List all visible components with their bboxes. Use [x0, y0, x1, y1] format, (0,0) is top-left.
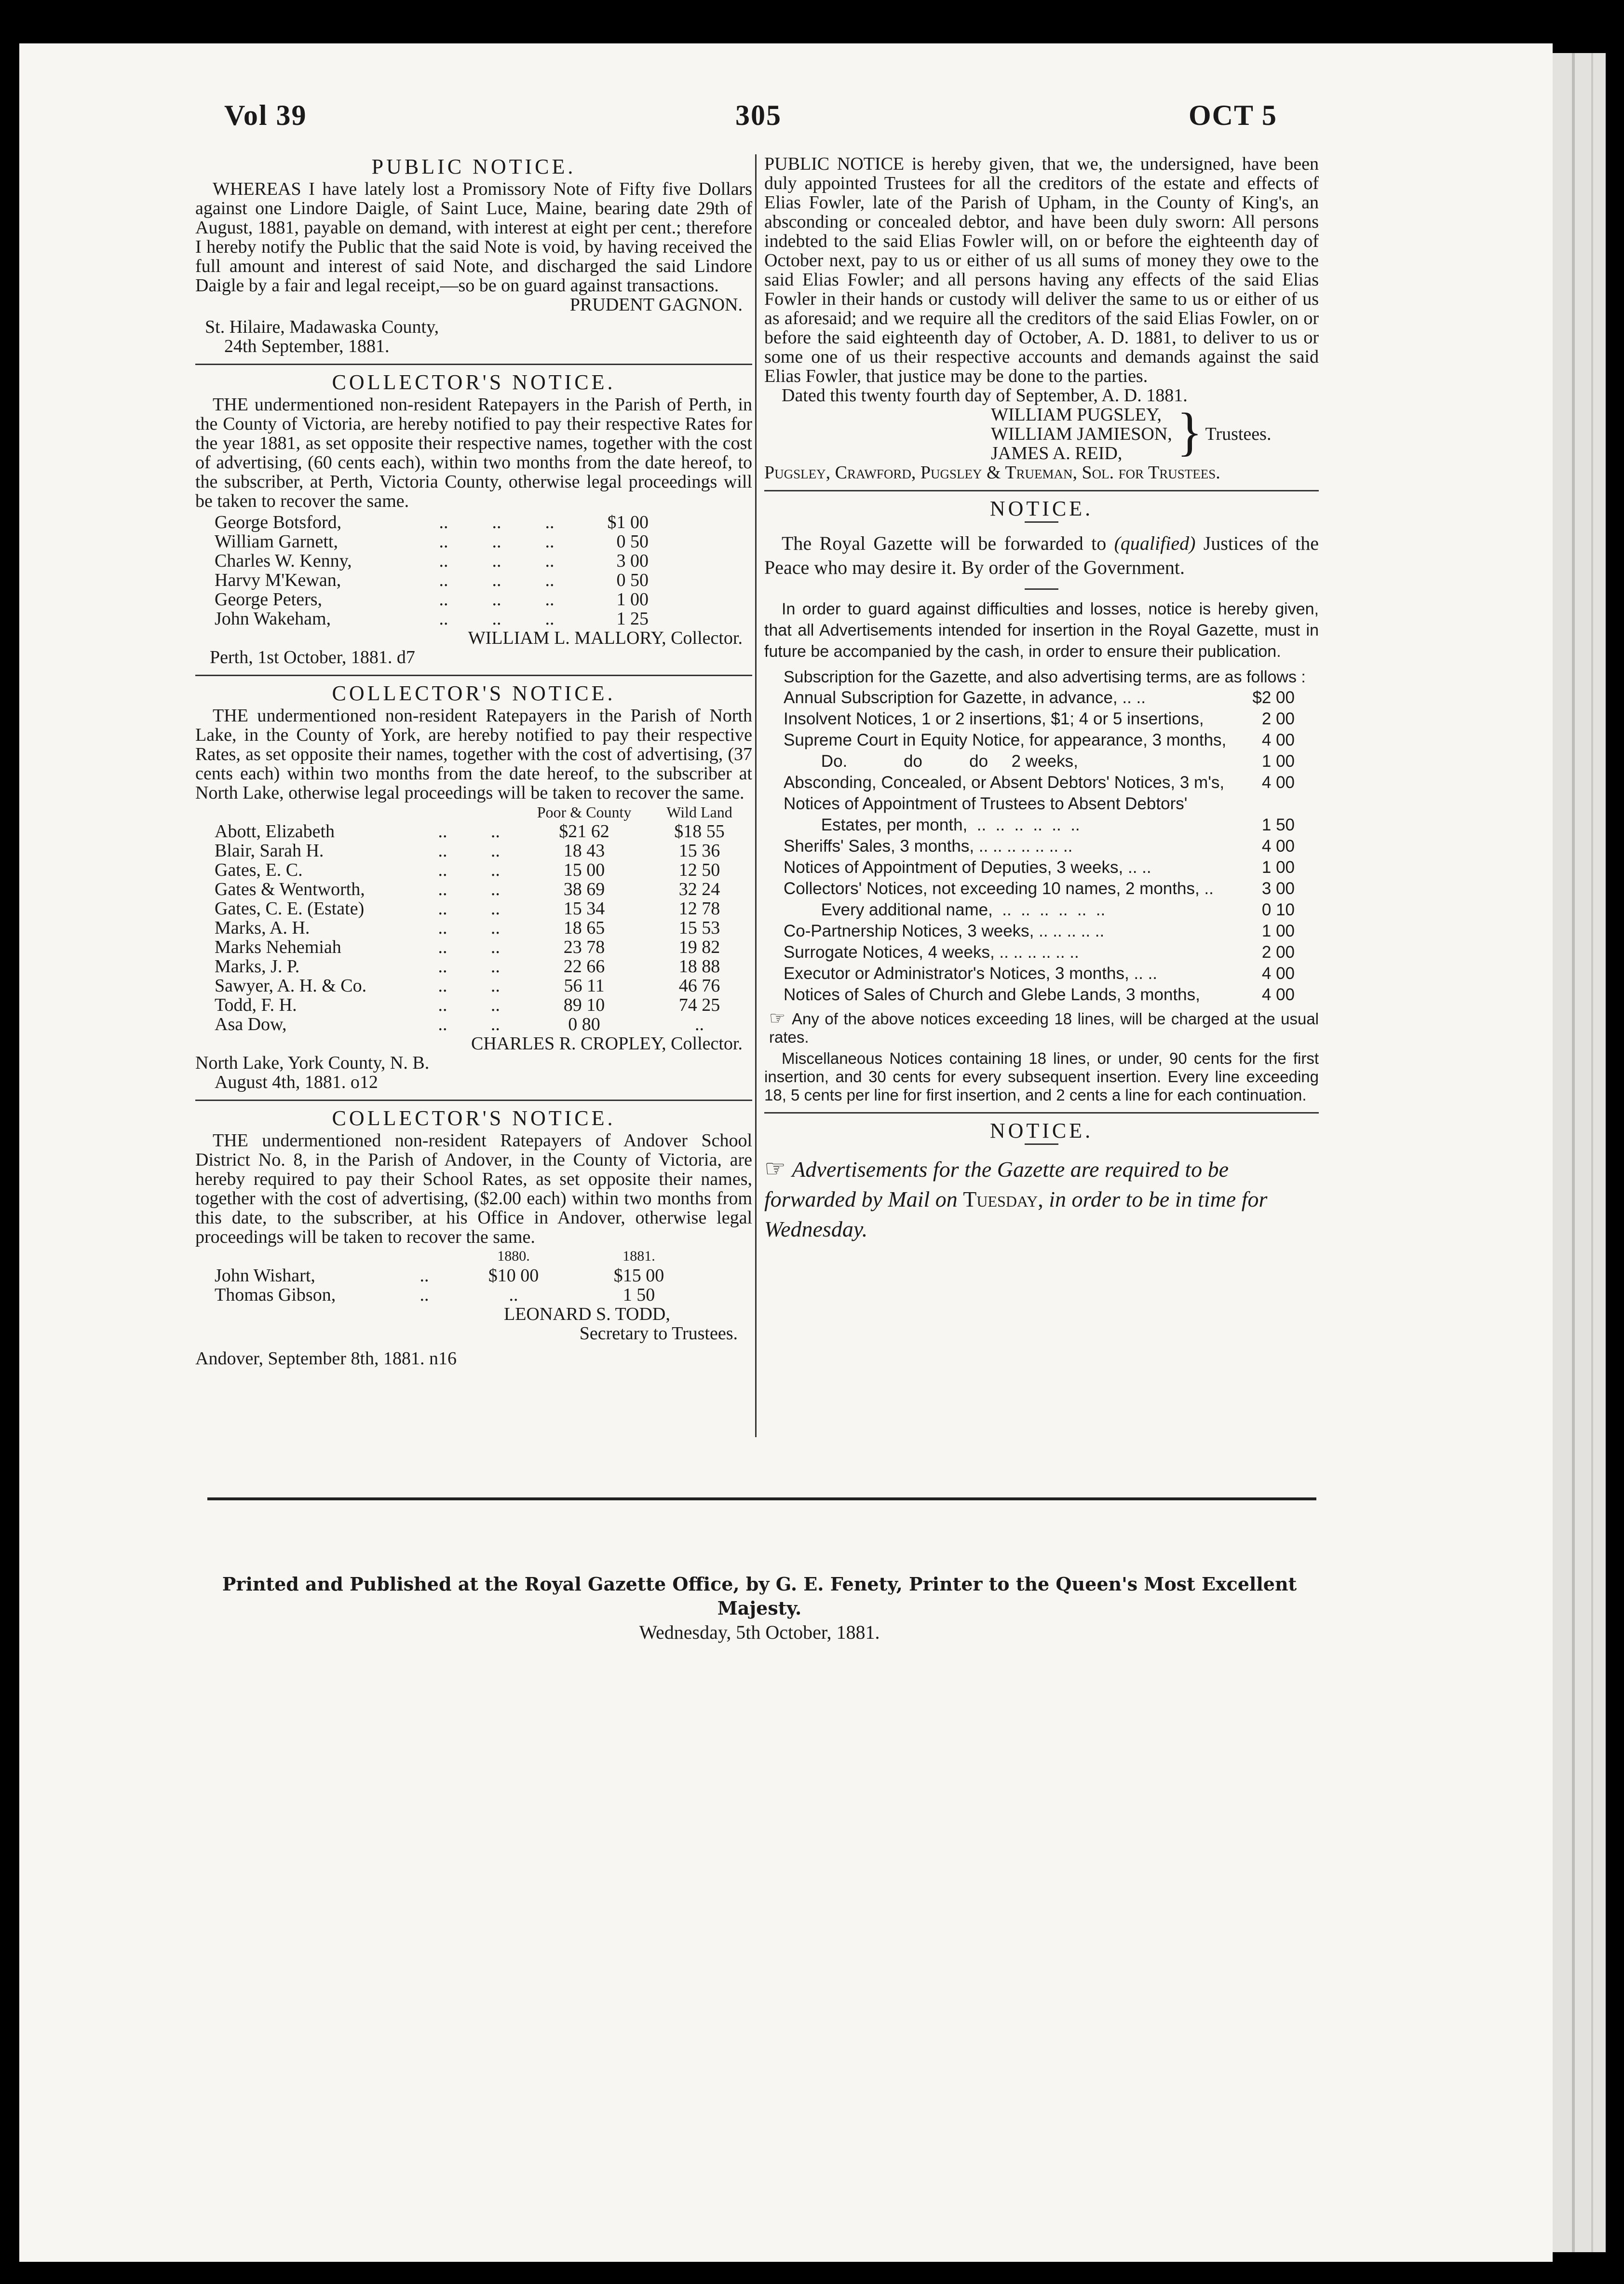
- gazette-notice: [764, 499, 1319, 1104]
- table-row: Co-Partnership Notices, 3 weeks, .. .. .. .. .. 1 00: [784, 922, 1295, 940]
- page-edge: [1553, 53, 1606, 2252]
- divider: [195, 364, 752, 365]
- pointing-hand-icon: ☞: [769, 1008, 792, 1029]
- notice-signer: LEONARD S. TODD,: [504, 1304, 670, 1324]
- table-row: Every additional name, .. .. .. .. .. .. 0 10: [784, 900, 1295, 919]
- table-row: John Wakeham, .. .. .. 1 25: [215, 609, 649, 629]
- notice-title: NOTICE.: [989, 497, 1094, 520]
- table-row: Marks, A. H. .. .. 18 65 15 53: [215, 918, 720, 938]
- table-row: John Wishart, .. $10 00 $15 00: [215, 1265, 664, 1286]
- notice-dateline: Perth, 1st October, 1881. d7: [210, 647, 415, 667]
- table-row: Gates & Wentworth, .. .. 38 69 32 24: [215, 879, 720, 899]
- table-header: Poor & County Wild Land: [537, 803, 732, 821]
- table-row: Thomas Gibson, .. .. 1 50: [215, 1285, 655, 1305]
- table-row: Gates, C. E. (Estate) .. .. 15 34 12 78: [215, 898, 720, 919]
- trustee-signatures: [764, 402, 1319, 463]
- page-number: 305: [735, 99, 782, 131]
- table-row: Sawyer, A. H. & Co. .. .. 56 11 46 76: [215, 976, 720, 996]
- trustees-label: Trustees.: [1205, 424, 1272, 444]
- table-row: Marks, J. P. .. .. 22 66 18 88: [215, 956, 720, 977]
- misc-notice: Miscellaneous Notices containing 18 lines, or under, 90 cents for the first insertion, and 30 cents for every subsequent insertion. Every line exceeding 18, 5 cents per line for first insertion, and 2 cents a line for each continuation.: [764, 1049, 1319, 1104]
- table-row: Marks Nehemiah .. .. 23 78 19 82: [215, 937, 720, 957]
- public-notice-gagnon: [195, 157, 752, 356]
- table-row: George Peters, .. .. .. 1 00: [215, 589, 649, 610]
- advertisement-deadline-notice: [764, 1121, 1319, 1244]
- table-row: Annual Subscription for Gazette, in advance, .. .. $2 00: [784, 688, 1295, 707]
- ratepayer-table: [215, 1247, 702, 1305]
- divider: [195, 675, 752, 676]
- pointing-hand-icon: ☞: [764, 1155, 792, 1182]
- table-row: Sheriffs' Sales, 3 months, .. .. .. .. .. .. .. 4 00: [784, 837, 1295, 856]
- ratepayer-table: [195, 513, 649, 628]
- justices-notice: The Royal Gazette will be forwarded to (qualified) Justices of the Peace who may desire it. By order of the Government.: [764, 532, 1319, 578]
- brace-icon: }: [1177, 402, 1203, 461]
- notice-body: WHEREAS I have lately lost a Promissory Note of Fifty five Dollars against one Lindore Daigle, of Saint Luce, Maine, bearing date 29th of August, 1881, payable on demand, with interest at eight per cent.; therefore I hereby notify the Public that the said Note is void, by having received the full amount and interest of said Note, and discharged the said Lindore Daigle by a fair and legal receipt,—so be on guard against transactions.: [195, 179, 752, 296]
- table-row: Executor or Administrator's Notices, 3 months, .. .. 4 00: [784, 964, 1295, 983]
- solicitor-line: Pugsley, Crawford, Pugsley & Trueman, Sol. for Trustees.: [764, 462, 1220, 483]
- table-row: William Garnett, .. .. .. 0 50: [215, 531, 649, 552]
- page-edge-line: [1591, 53, 1593, 2252]
- notice-role: Secretary to Trustees.: [579, 1323, 738, 1344]
- fee-table: [784, 687, 1295, 1006]
- table-row: Estates, per month, .. .. .. .. .. .. 1 50: [784, 816, 1295, 834]
- table-row: Absconding, Concealed, or Absent Debtors' Notices, 3 m's, 4 00: [784, 773, 1295, 792]
- notice-date: 24th September, 1881.: [224, 336, 390, 356]
- collectors-notice-north-lake: [195, 681, 752, 1092]
- table-row: Collectors' Notices, not exceeding 10 names, 2 months, .. 3 00: [784, 879, 1295, 898]
- notice-signer: PRUDENT GAGNON.: [569, 295, 743, 315]
- table-row: Abott, Elizabeth .. .. $21 62 $18 55: [215, 821, 725, 842]
- divider: [195, 1100, 752, 1101]
- table-row: Charles W. Kenny, .. .. .. 3 00: [215, 551, 649, 571]
- table-row: Asa Dow, .. .. 0 80 ..: [215, 1014, 704, 1034]
- ratepayer-table: [195, 802, 752, 1034]
- excess-note: ☞ Any of the above notices exceeding 18 lines, will be charged at the usual rates.: [769, 1008, 1319, 1046]
- notice-body: THE undermentioned non-resident Ratepayers in the Parish of North Lake, in the County of York, are hereby notified to pay their respective Rates, as set opposite their names, together with the cost of advertising, (37 cents each) within two months from the date hereof, to the subscriber at North Lake, otherwise legal proceedings will be taken to recover the same.: [195, 706, 752, 803]
- table-row: Supreme Court in Equity Notice, for appearance, 3 months, 4 00: [784, 731, 1295, 749]
- public-notice-fowler-trustees: [764, 154, 1319, 482]
- divider: [764, 490, 1319, 491]
- notice-title: COLLECTOR'S NOTICE.: [332, 1106, 616, 1130]
- page-edge-line: [1572, 53, 1575, 2252]
- trustee-name: JAMES A. REID,: [991, 443, 1123, 463]
- notice-dated: Dated this twenty fourth day of September, A. D. 1881.: [782, 385, 1188, 406]
- table-row: George Botsford, .. .. .. $1 00: [215, 512, 649, 532]
- collectors-notice-perth: [195, 370, 752, 667]
- deadline-text: ☞ Advertisements for the Gazette are required to be forwarded by Mail on Tuesday, in order to be in time for Wednesday.: [764, 1155, 1268, 1241]
- table-row: Gates, E. C. .. .. 15 00 12 50: [215, 860, 720, 880]
- short-rule: [1025, 588, 1058, 590]
- table-row: Harvy M'Kewan, .. .. .. 0 50: [215, 570, 649, 590]
- notice-place: North Lake, York County, N. B.: [195, 1053, 430, 1073]
- notice-signer: CHARLES R. CROPLEY, Collector.: [471, 1033, 743, 1054]
- imprint: [193, 1572, 1326, 1645]
- notice-title: PUBLIC NOTICE.: [371, 155, 576, 178]
- table-row: Notices of Appointment of Trustees to Absent Debtors': [784, 794, 1188, 813]
- subscription-intro: Subscription for the Gazette, and also advertising terms, are as follows :: [784, 668, 1306, 686]
- issue-date: OCT 5: [1189, 99, 1277, 131]
- footer-rule: [207, 1497, 1316, 1500]
- notice-signer: WILLIAM L. MALLORY, Collector.: [468, 628, 743, 648]
- notice-date: August 4th, 1881. o12: [215, 1072, 378, 1092]
- notice-dateline: Andover, September 8th, 1881. n16: [195, 1348, 457, 1369]
- table-row: Do. do do 2 weeks, 1 00: [784, 752, 1295, 771]
- collectors-notice-andover: [195, 1106, 752, 1369]
- table-row: Surrogate Notices, 4 weeks, .. .. .. .. .. .. 2 00: [784, 943, 1295, 962]
- notice-body: THE undermentioned non-resident Ratepayers in the Parish of Perth, in the County of Victoria, are hereby notified to pay their respective Rates for the year 1881, as set opposite their respective names, together with the cost of advertising, (60 cents each), within two months from the date hereof, to the subscriber, at Perth, Victoria County, otherwise legal proceedings will be taken to recover the same.: [195, 394, 752, 511]
- short-rule: [1025, 521, 1058, 523]
- left-column: [195, 154, 752, 1368]
- cash-notice: In order to guard against difficulties and losses, notice is hereby given, that all Advertisements intended for insertion in the Royal Gazette, must in future be accompanied by the cash, in order to ensure their publication.: [764, 600, 1319, 661]
- notice-title: COLLECTOR'S NOTICE.: [332, 681, 616, 705]
- column-divider: [755, 154, 757, 1437]
- table-header: 1880. 1881.: [497, 1248, 655, 1264]
- right-column: [764, 154, 1319, 1244]
- trustee-name: WILLIAM PUGSLEY,: [991, 405, 1162, 425]
- volume-label: Vol 39: [224, 99, 307, 131]
- table-row: Blair, Sarah H. .. .. 18 43 15 36: [215, 841, 720, 861]
- table-row: Insolvent Notices, 1 or 2 insertions, $1; 4 or 5 insertions, 2 00: [784, 709, 1295, 728]
- table-row: Todd, F. H. .. .. 89 10 74 25: [215, 995, 720, 1015]
- notice-body: PUBLIC NOTICE is hereby given, that we, the undersigned, have been duly appointed Trustees for all the creditors of the estate and effects of Elias Fowler, late of the Parish of Upham, in the County of King's, an absconding or concealed debtor, and have been duly sworn: All persons indebted to the said Elias Fowler will, on or before the eighteenth day of October next, pay to us or either of us all sums of money they owe to the said Elias Fowler; and all persons having any effects of the said Elias Fowler in their hands or custody will deliver the same to us or either of us as aforesaid; and we require all the creditors of the said Elias Fowler, on or before the said eighteenth day of October, A. D. 1881, to deliver to us or some one of us their respective accounts and demands against the said Elias Fowler, that justice may be done to the parties.: [764, 154, 1319, 386]
- notice-body: THE undermentioned non-resident Ratepayers of Andover School District No. 8, in the Parish of Andover, in the County of Victoria, are hereby required to pay their School Rates, as set opposite their names, together with the cost of advertising, ($2.00 each) within two months from this date, to the subscriber, at his Office in Andover, otherwise legal proceedings will be taken to recover the same.: [195, 1130, 752, 1247]
- trustee-name: WILLIAM JAMIESON,: [991, 424, 1172, 444]
- notice-title: COLLECTOR'S NOTICE.: [332, 370, 616, 394]
- imprint-date: Wednesday, 5th October, 1881.: [639, 1621, 880, 1643]
- table-row: Notices of Appointment of Deputies, 3 weeks, .. .. 1 00: [784, 858, 1295, 877]
- table-row: Notices of Sales of Church and Glebe Lands, 3 months, 4 00: [784, 985, 1295, 1004]
- short-rule: [1025, 1143, 1058, 1145]
- printer-line: Printed and Published at the Royal Gazette Office, by G. E. Fenety, Printer to the Queen's Most Excellent Majesty.: [222, 1573, 1297, 1619]
- divider: [764, 1112, 1319, 1114]
- notice-place: St. Hilaire, Madawaska County,: [205, 317, 439, 337]
- notice-title: NOTICE.: [989, 1119, 1094, 1142]
